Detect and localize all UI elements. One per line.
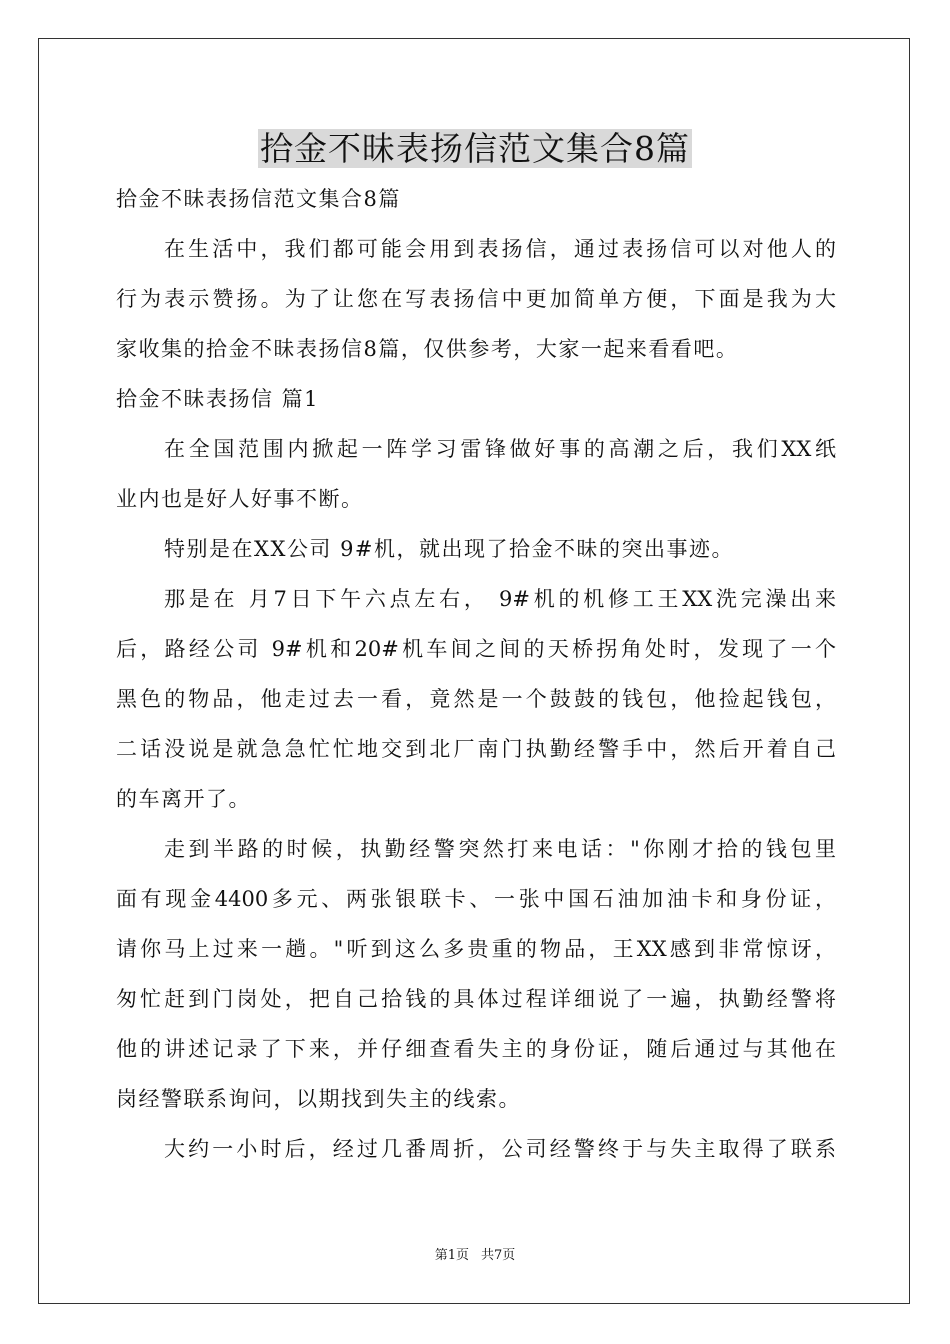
document-title-text: 拾金不昧表扬信范文集合8篇: [260, 129, 690, 168]
paragraph-line: 他的讲述记录了下来，并仔细查看失主的身份证，随后通过与其他在: [116, 1037, 836, 1061]
paragraph-line: 黑色的物品，他走过去一看，竟然是一个鼓鼓的钱包，他捡起钱包，: [116, 687, 836, 711]
paragraph-line: 家收集的拾金不昧表扬信8篇，仅供参考，大家一起来看看吧。: [116, 337, 739, 361]
paragraph-line: 大约一小时后，经过几番周折，公司经警终于与失主取得了联系: [164, 1137, 836, 1161]
paragraph-line: 行为表示赞扬。为了让您在写表扬信中更加简单方便，下面是我为大: [116, 287, 836, 311]
paragraph-line: 岗经警联系询问，以期找到失主的线索。: [116, 1087, 521, 1111]
paragraph-line: 匆忙赶到门岗处，把自己拾钱的具体过程详细说了一遍，执勤经警将: [116, 987, 836, 1011]
paragraph-line: 请你马上过来一趟。"听到这么多贵重的物品，王XX感到非常惊讶，: [116, 937, 836, 961]
paragraph-line: 业内也是好人好事不断。: [116, 487, 364, 511]
paragraph-line: 那是在 月7日下午六点左右， 9#机的机修工王XX洗完澡出来: [164, 587, 836, 611]
page-number: 第1页: [434, 1248, 469, 1263]
paragraph-line: 后，路经公司 9#机和20#机车间之间的天桥拐角处时，发现了一个: [116, 637, 836, 661]
paragraph-line: 二话没说是就急急忙忙地交到北厂南门执勤经警手中，然后开着自己: [116, 737, 836, 761]
paragraph-line: 的车离开了。: [116, 787, 251, 811]
page-total: 共7页: [481, 1248, 516, 1263]
paragraph-line: 在生活中，我们都可能会用到表扬信，通过表扬信可以对他人的: [164, 237, 836, 261]
paragraph-line: 面有现金4400多元、两张银联卡、一张中国石油加油卡和身份证，: [116, 887, 836, 911]
paragraph-line: 特别是在XX公司 9#机，就出现了拾金不昧的突出事迹。: [164, 537, 735, 561]
page-footer: [0, 1246, 950, 1266]
document-title: [0, 124, 950, 174]
paragraph-line: 走到半路的时候，执勤经警突然打来电话："你刚才拾的钱包里: [164, 837, 836, 861]
section-heading: 拾金不昧表扬信 篇1: [116, 387, 320, 411]
page-border: [38, 38, 910, 1304]
paragraph-line: 在全国范围内掀起一阵学习雷锋做好事的高潮之后，我们XX纸: [164, 437, 836, 461]
subtitle-line: 拾金不昧表扬信范文集合8篇: [116, 187, 401, 211]
